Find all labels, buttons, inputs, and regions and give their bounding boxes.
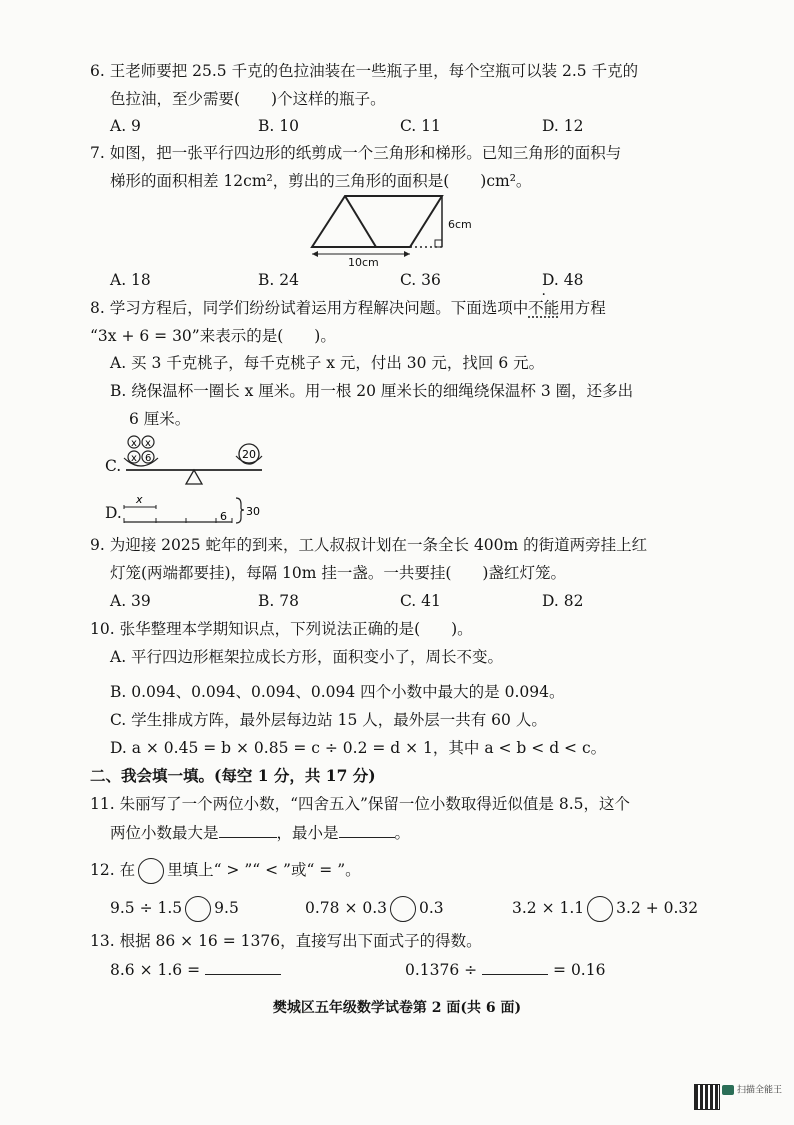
segment-6-label: 6 — [220, 510, 227, 523]
q12-answer-circle-2[interactable] — [390, 896, 416, 922]
segment-total-label: 30 — [246, 505, 260, 518]
q6-stem-line2: 色拉油，至少需要( )个这样的瓶子。 — [110, 90, 386, 108]
qr-code-icon — [694, 1084, 720, 1110]
weight-x-2: x — [145, 438, 151, 449]
q11-max-blank[interactable] — [219, 821, 277, 838]
q7-option-a[interactable]: A. 18 — [110, 271, 151, 289]
q7-option-b[interactable]: B. 24 — [258, 271, 299, 289]
q6-stem-line1: 6. 王老师要把 25.5 千克的色拉油装在一些瓶子里，每个空瓶可以装 2.5 千克的 — [90, 62, 639, 80]
q12-item-2: 0.78 × 0.3 0.3 — [305, 896, 444, 922]
q7-stem-line1: 7. 如图，把一张平行四边形的纸剪成一个三角形和梯形。已知三角形的面积与 — [90, 144, 622, 162]
q7-options — [110, 269, 583, 291]
weight-20: 20 — [242, 448, 256, 461]
weight-x-3: x — [131, 453, 137, 464]
emphasis-text: 不能 — [528, 299, 560, 317]
q8-option-b-line2: 6 厘米。 — [129, 410, 191, 428]
q8-option-d-label[interactable]: D. — [105, 504, 122, 522]
q13-expr-2: 0.1376 ÷ = 0.16 — [405, 958, 605, 981]
q8-stem-line2: “3x + 6 = 30”来表示的是( )。 — [90, 327, 336, 345]
q9-option-c[interactable]: C. 41 — [400, 592, 441, 610]
q10-option-c[interactable]: C. 学生排成方阵，最外层每边站 15 人，最外层一共有 60 人。 — [110, 711, 547, 729]
q13-expr-1: 8.6 × 1.6 = — [110, 958, 281, 981]
q6-option-c[interactable]: C. 11 — [400, 117, 441, 135]
q11-min-blank[interactable] — [339, 821, 395, 838]
page-footer: 樊城区五年级数学试卷第 2 面(共 6 面) — [272, 1000, 522, 1016]
base-label: 10cm — [348, 256, 379, 268]
q12-answer-circle-1[interactable] — [185, 896, 211, 922]
segment-x-label: x — [136, 493, 143, 506]
weight-6: 6 — [145, 453, 152, 464]
q13-answer-blank-2[interactable] — [482, 958, 548, 975]
section-2-heading: 二、我会填一填。(每空 1 分，共 17 分) — [90, 766, 376, 785]
q9-options — [110, 590, 583, 612]
q8-option-b-line1[interactable]: B. 绕保温杯一圈长 x 厘米。用一根 20 厘米长的细绳绕保温杯 3 圈，还多出 — [110, 382, 634, 400]
q12-item-1: 9.5 ÷ 1.5 9.5 — [110, 896, 239, 922]
q8-option-c-label[interactable]: C. — [105, 457, 122, 475]
q9-stem-line1: 9. 为迎接 2025 蛇年的到来，工人叔叔计划在一条全长 400m 的街道两旁挂上红 — [90, 536, 648, 554]
q6-option-d[interactable]: D. 12 — [542, 117, 584, 135]
cut-line — [345, 196, 376, 247]
q13-stem: 13. 根据 86 × 16 = 1376，直接写出下面式子的得数。 — [90, 932, 482, 950]
q7-stem-line2: 梯形的面积相差 12cm²，剪出的三角形的面积是( )cm²。 — [110, 172, 532, 190]
q6-options — [110, 115, 583, 137]
q9-option-a[interactable]: A. 39 — [110, 592, 151, 610]
q12-answer-circle-3[interactable] — [587, 896, 613, 922]
q12-item-3: 3.2 × 1.1 3.2 + 0.32 — [512, 896, 698, 922]
q8-option-a[interactable]: A. 买 3 千克桃子，每千克桃子 x 元，付出 30 元，找回 6 元。 — [110, 354, 545, 372]
q12-stem: 12. 在 里填上“ > ”“ < ”或“ = ”。 — [90, 858, 361, 884]
q11-stem-line2: 两位小数最大是 ，最小是 。 — [110, 821, 410, 844]
q8-stem-line1: 8. 学习方程后，同学们纷纷试着运用方程解决问题。下面选项中不能用方程 — [90, 299, 606, 317]
height-label: 6cm — [448, 218, 472, 231]
q10-option-d[interactable]: D. a × 0.45 = b × 0.85 = c ÷ 0.2 = d × 1，其中 a < b < d < c。 — [110, 739, 607, 757]
q6-option-a[interactable]: A. 9 — [110, 117, 141, 135]
q7-option-c[interactable]: C. 36 — [400, 271, 441, 289]
q6-option-b[interactable]: B. 10 — [258, 117, 299, 135]
parallelogram-figure — [300, 190, 480, 268]
segment-diagram — [120, 492, 260, 526]
q10-stem: 10. 张华整理本学期知识点，下列说法正确的是( )。 — [90, 620, 473, 638]
balance-scale-figure — [118, 432, 278, 490]
q9-option-d[interactable]: D. 82 — [542, 592, 584, 610]
scanner-watermark: 扫描全能王 — [722, 1085, 782, 1097]
weight-x-1: x — [131, 438, 137, 449]
q11-stem-line1: 11. 朱丽写了一个两位小数，“四舍五入”保留一位小数取得近似值是 8.5，这个 — [90, 795, 631, 813]
q13-answer-blank-1[interactable] — [205, 958, 281, 975]
q9-stem-line2: 灯笼(两端都要挂)，每隔 10m 挂一盏。一共要挂( )盏红灯笼。 — [110, 564, 566, 582]
q10-option-a[interactable]: A. 平行四边形框架拉成长方形，面积变小了，周长不变。 — [110, 648, 504, 666]
q7-option-d[interactable]: D. 48 — [542, 271, 584, 289]
compare-circle-icon — [138, 858, 164, 884]
q10-option-b[interactable]: B. 0.094、0.094、0.094、0.094 四个小数中最大的是 0.094。 — [110, 683, 565, 701]
q9-option-b[interactable]: B. 78 — [258, 592, 299, 610]
scanner-logo-icon — [722, 1085, 734, 1095]
